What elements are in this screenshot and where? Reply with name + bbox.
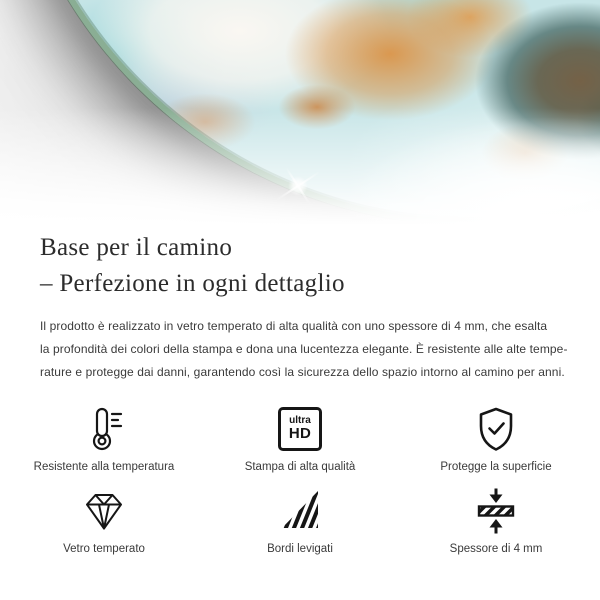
page-title-line-2: – Perfezione in ogni dettaglio [40, 270, 345, 297]
feature-label: Bordi levigati [267, 543, 333, 555]
feature-temperature [24, 405, 184, 474]
feature-tempered-glass [24, 487, 184, 556]
ultra-hd-text-bottom: HD [288, 425, 312, 442]
thickness-4mm-icon [472, 487, 520, 535]
feature-grid [0, 405, 600, 556]
description-line-3: rature e protegge dai danni, garantendo così la sicurezza dello spazio intorno al camino per anni. [40, 365, 565, 379]
feature-print-quality [220, 405, 380, 474]
hero-product-photo [0, 0, 600, 225]
diamond-icon [80, 487, 128, 535]
page-title-line-1: Base per il camino [40, 234, 233, 261]
shield-check-icon [472, 405, 520, 453]
glass-disc-image [0, 0, 600, 225]
feature-thickness [416, 487, 576, 556]
description-line-1: Il prodotto è realizzato in vetro temperato di alta qualità con uno spessore di 4 mm, che esalta [40, 319, 548, 333]
ultra-hd-text-top: ultra [289, 415, 311, 426]
feature-label: Spessore di 4 mm [449, 543, 543, 555]
feature-label: Protegge la superficie [440, 461, 552, 473]
description-line-2: la profondità dei colori della stampa e dona una lucentezza elegante. È resistente alle alte tempe- [40, 342, 568, 356]
polished-edges-icon [276, 487, 324, 535]
page-title [40, 230, 560, 302]
thermometer-icon [80, 405, 128, 453]
feature-polished-edges [220, 487, 380, 556]
feature-label: Vetro temperato [63, 543, 145, 555]
feature-label: Resistente alla temperatura [33, 461, 175, 473]
feature-label: Stampa di alta qualità [244, 461, 356, 473]
ultra-hd-icon [278, 405, 322, 453]
ultra-hd-badge [278, 407, 322, 451]
product-description [40, 315, 568, 384]
feature-protection [416, 405, 576, 474]
